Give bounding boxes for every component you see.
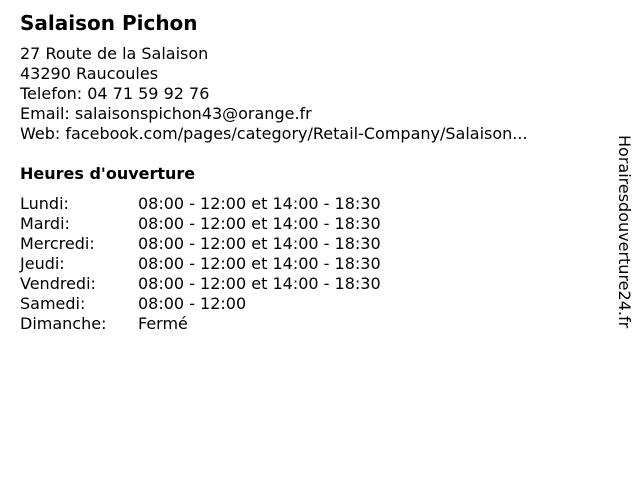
business-name: Salaison Pichon [20,11,198,35]
hours-row-thursday [20,254,600,274]
hours-row-wednesday [20,234,600,254]
day-label: Jeudi: [20,254,65,273]
day-label: Lundi: [20,194,69,213]
day-hours: 08:00 - 12:00 et 14:00 - 18:30 [138,214,381,233]
day-hours: 08:00 - 12:00 et 14:00 - 18:30 [138,194,381,213]
day-hours: 08:00 - 12:00 et 14:00 - 18:30 [138,254,381,273]
hours-row-tuesday [20,214,600,234]
day-label: Samedi: [20,294,86,313]
day-hours: Fermé [138,314,188,333]
hours-row-sunday [20,314,600,334]
day-label: Vendredi: [20,274,96,293]
hours-row-monday [20,194,600,214]
hours-heading: Heures d'ouverture [20,164,196,183]
email-address: Email: salaisonspichon43@orange.fr [20,104,312,123]
day-label: Mercredi: [20,234,95,253]
day-hours: 08:00 - 12:00 [138,294,247,313]
city-postcode: 43290 Raucoules [20,64,159,83]
business-card [20,10,600,334]
phone-number: Telefon: 04 71 59 92 76 [20,84,210,103]
street-address: 27 Route de la Salaison [20,44,209,63]
site-watermark: Horairesdouverture24.fr [615,135,634,329]
day-label: Mardi: [20,214,70,233]
day-label: Dimanche: [20,314,107,333]
hours-row-friday [20,274,600,294]
day-hours: 08:00 - 12:00 et 14:00 - 18:30 [138,274,381,293]
hours-row-saturday [20,294,600,314]
day-hours: 08:00 - 12:00 et 14:00 - 18:30 [138,234,381,253]
website: Web: facebook.com/pages/category/Retail-Company/Salaison... [20,124,528,143]
